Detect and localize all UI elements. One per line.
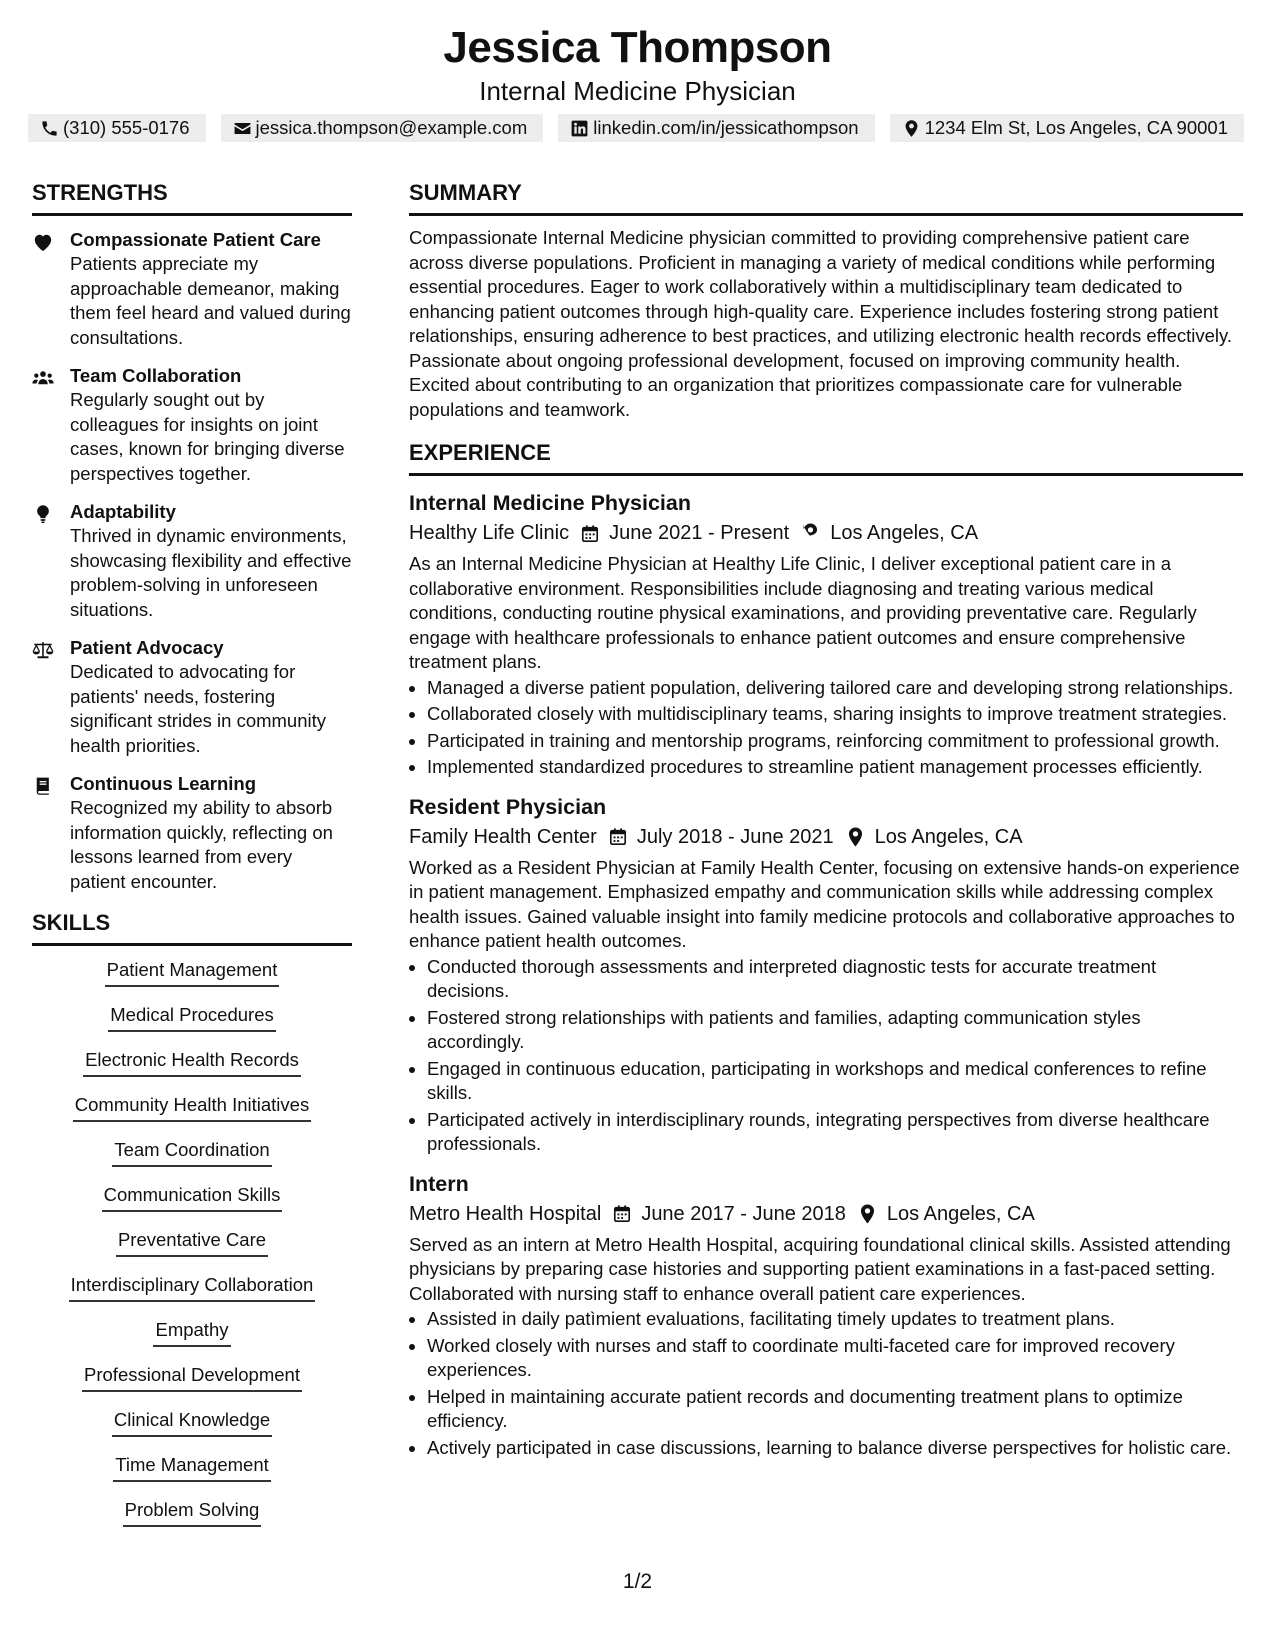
strength-item — [32, 636, 352, 758]
contact-linkedin-text: linkedin.com/in/jessicathompson — [593, 117, 859, 138]
job-entry — [409, 488, 1243, 780]
job-bullets — [409, 1307, 1243, 1460]
bullet-item: • Conducted thorough assessments and interpreted diagnostic tests for accurate treatment decisions. — [427, 955, 1243, 1004]
right-column — [409, 178, 1243, 1460]
candidate-title: Internal Medicine Physician — [479, 76, 796, 106]
job-location: Los Angeles, CA — [874, 825, 1023, 848]
bullet-item: • Assisted in daily patìmient evaluations, facilitating timely updates to treatment plans. — [427, 1307, 1243, 1332]
job-dates: July 2018 - June 2021 — [636, 825, 834, 848]
job-location: Los Angeles, CA — [886, 1202, 1035, 1225]
strength-item — [32, 228, 352, 350]
map-pin-icon — [860, 1204, 875, 1224]
skill-tag: Medical Procedures — [108, 1003, 276, 1032]
strength-item — [32, 772, 352, 894]
contact-address[interactable] — [890, 114, 1244, 142]
skill-tag: Problem Solving — [123, 1498, 262, 1527]
job-bullets — [409, 955, 1243, 1157]
bullet-item: • Engaged in continuous education, participating in workshops and medical conferences to refine skills. — [427, 1057, 1243, 1106]
heart-icon — [32, 232, 54, 252]
job-description: Worked as a Resident Physician at Family Health Center, focusing on extensive hands-on experience in patient management. Emphasized empathy and communication skills while addressing complex health issues. Gained valuable insight into family medicine protocols and collaborative approaches to enhance patient health outcomes. — [409, 856, 1240, 951]
contact-phone-text: (310) 555-0176 — [63, 117, 190, 138]
skills-heading: SKILLS — [32, 908, 352, 946]
lightbulb-icon — [32, 504, 54, 524]
bullet-item: • Fostered strong relationships with patients and families, adapting communication styles accordingly. — [427, 1006, 1243, 1055]
skill-tag: Preventative Care — [116, 1228, 268, 1257]
calendar-icon — [581, 524, 599, 543]
contact-linkedin[interactable] — [558, 114, 874, 142]
strength-title: Continuous Learning — [70, 773, 257, 794]
contact-email[interactable] — [221, 114, 544, 142]
bullet-item: • Actively participated in case discussions, learning to balance diverse perspectives for holistic care. — [427, 1436, 1243, 1461]
candidate-name: Jessica Thompson — [443, 23, 832, 72]
strengths-heading: STRENGTHS — [32, 178, 352, 216]
skill-tag: Community Health Initiatives — [73, 1093, 311, 1122]
job-company: Family Health Center — [409, 825, 597, 848]
skill-tag: Interdisciplinary Collaboration — [69, 1273, 316, 1302]
summary-heading: SUMMARY — [409, 178, 1243, 216]
calendar-icon — [609, 827, 627, 846]
job-description: Served as an intern at Metro Health Hospital, acquiring foundational clinical skills. Assisted attending physicians by preparing case histories and supporting patient examinations in a fast-paced setting. Collaborated with nursing staff to enhance overall patient care experiences. — [409, 1233, 1231, 1304]
summary-text: Compassionate Internal Medicine physician committed to providing comprehensive patient care across diverse populations. Proficient in managing a variety of medical conditions while performing essential procedures. Eager to work collaboratively within a multidisciplinary team dedicated to enhancing patient outcomes through high-quality care. Experience includes fostering strong patient relationships, ensuring adherence to best practices, and utilizing electronic health records effectively. Passionate about ongoing professional development, focused on improving community health. Excited about contributing to an organization that prioritizes compassionate care for vulnerable populations and teamwork. — [409, 227, 1233, 420]
skill-tag: Patient Management — [105, 958, 280, 987]
job-meta — [409, 822, 1243, 852]
experience-heading: EXPERIENCE — [409, 438, 1243, 476]
job-entry — [409, 1169, 1243, 1461]
skill-tag: Clinical Knowledge — [112, 1408, 272, 1437]
job-location: Los Angeles, CA — [830, 522, 979, 544]
job-bullets — [409, 676, 1243, 780]
users-icon — [32, 368, 54, 388]
left-column — [32, 178, 352, 1543]
page-number: 1/2 — [622, 1570, 653, 1593]
bullet-item: • Collaborated closely with multidisciplinary teams, sharing insights to improve treatment strategies. — [427, 702, 1243, 727]
skill-tag: Time Management — [113, 1453, 271, 1482]
strength-description: Dedicated to advocating for patients' needs, fostering significant strides in community health priorities. — [70, 661, 327, 756]
strength-item — [32, 500, 352, 622]
scale-icon — [32, 640, 54, 660]
strength-title: Compassionate Patient Care — [70, 229, 321, 250]
book-icon — [32, 776, 54, 796]
skill-tag: Team Coordination — [112, 1138, 271, 1167]
job-company: Metro Health Hospital — [409, 1202, 602, 1225]
skill-tag: Empathy — [153, 1318, 230, 1347]
contact-phone[interactable] — [28, 114, 206, 142]
map-pin-icon — [803, 523, 818, 543]
map-pin-icon — [848, 827, 863, 847]
contact-address-text: 1234 Elm St, Los Angeles, CA 90001 — [924, 117, 1228, 138]
calendar-icon — [613, 1204, 631, 1223]
strength-description: Patients appreciate my approachable demeanor, making them feel heard and valued during consultations. — [70, 253, 351, 348]
bullet-item: • Worked closely with nurses and staff to coordinate multi-faceted care for improved recovery experiences. — [427, 1334, 1243, 1383]
bullet-item: • Helped in maintaining accurate patient records and documenting treatment plans to optimize efficiency. — [427, 1385, 1243, 1434]
strength-description: Regularly sought out by colleagues for insights on joint cases, known for bringing diverse perspectives together. — [70, 389, 345, 484]
strength-description: Recognized my ability to absorb information quickly, reflecting on lessons learned from every patient encounter. — [70, 797, 333, 892]
job-title: Internal Medicine Physician — [409, 491, 691, 515]
job-meta — [409, 518, 1243, 548]
skill-tag: Electronic Health Records — [83, 1048, 301, 1077]
bullet-item: • Managed a diverse patient population, delivering tailored care and developing strong relationships. — [427, 676, 1243, 701]
phone-icon — [40, 119, 59, 138]
contact-bar — [28, 114, 1244, 142]
strength-title: Adaptability — [70, 501, 176, 522]
map-pin-icon — [902, 119, 921, 138]
job-title: Intern — [409, 1171, 469, 1196]
envelope-icon — [233, 119, 252, 138]
job-entry — [409, 792, 1243, 1157]
strength-title: Patient Advocacy — [70, 637, 224, 658]
bullet-item: • Participated in training and mentorship programs, reinforcing commitment to professional growth. — [427, 729, 1243, 754]
bullet-item: • Participated actively in interdisciplinary rounds, integrating perspectives from diverse healthcare professionals. — [427, 1108, 1243, 1157]
job-dates: June 2021 - Present — [609, 522, 790, 544]
skills-list — [32, 958, 352, 1543]
contact-email-text: jessica.thompson@example.com — [255, 117, 528, 138]
job-title: Resident Physician — [409, 794, 607, 819]
linkedin-icon — [570, 119, 589, 138]
skill-tag: Communication Skills — [102, 1183, 283, 1212]
bullet-item: • Implemented standardized procedures to streamline patient management processes efficiently. — [427, 755, 1243, 780]
skill-tag: Professional Development — [82, 1363, 302, 1392]
strength-title: Team Collaboration — [70, 365, 242, 386]
job-description: As an Internal Medicine Physician at Healthy Life Clinic, I deliver exceptional patient care in a collaborative environment. Responsibilities include diagnosing and treating various medical conditions, conducting routine physical examinations, and providing preventative care. Regularly engage with healthcare professionals to enhance patient outcomes and ensure comprehensive treatment plans. — [409, 553, 1197, 672]
strength-description: Thrived in dynamic environments, showcasing flexibility and effective problem-solving in unforeseen situations. — [70, 525, 352, 620]
job-dates: June 2017 - June 2018 — [641, 1202, 846, 1225]
strength-item — [32, 364, 352, 486]
job-meta — [409, 1199, 1243, 1229]
job-company: Healthy Life Clinic — [409, 522, 570, 544]
resume-header — [0, 0, 1275, 106]
